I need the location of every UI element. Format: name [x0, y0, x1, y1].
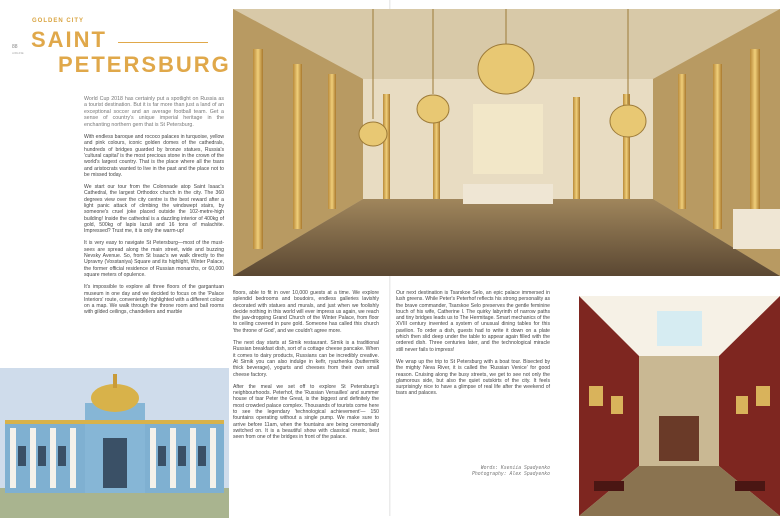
- paragraph: With endless baroque and rococo palaces in turquoise, yellow and pink colours, iconic golden domes of the cathedrals, hundreds of bridges guarded by bronze statues, Russia's 'cultural capital' is the most precious stone in the crown of the world's largest country. That is the place where all the tsars and aristocrats wanted to live in the past and the place not to be missed today.: [84, 134, 224, 178]
- throne-hall-photo: [233, 9, 780, 276]
- throne-hall-illustration: [233, 9, 780, 276]
- words-credit: Words: Kseniia Spadyenko: [480, 466, 550, 471]
- paragraph: We start our tour from the Colonnade atop Saint Isaac's Cathedral, the largest Orthodox church in the city. The 360 degrees view over the city centre is the best reward after a light panic attack of climbing the windswept stairs, by someone's cruel joke placed outside the 102-metre-high building! Inside the cathedral is a dazzling interior of 400kg of gold, 500kg of lapis lazuli and 16 tons of malachite. Impressed? Trust me, it is only the warm-up!: [84, 184, 224, 235]
- article-column-1: [84, 96, 224, 322]
- section-label: GOLDEN CITY: [32, 18, 85, 24]
- paragraph: It is very easy to navigate St Petersburg—most of the must-sees are spread along the main street, wide and buzzing Nevsky Avenue. So, from St Isaac's we walk directly to the Upravny (Vosstaniya) Square and its highlight, Winter Palace, the former official residence of Russian monarchs, or 60,000 square meters of opulence.: [84, 240, 224, 278]
- title-rule: [118, 42, 208, 43]
- paragraph: floors, able to fit in over 10,000 guests at a time. We explore splendid bedrooms and boudoirs, endless galleries lavishly decorated with statues and murals, and just when we foolishly decide nothing in this world will ever impress us again, we reach the jaw-dropping Grand Church of the Winter Palace, from floor to ceiling covered in pure gold. Someone has called this church 'the throne of God', and we couldn't agree more.: [233, 290, 379, 334]
- photography-credit: Photography: Alex Spadyenko: [472, 472, 550, 477]
- page-number: 88: [12, 44, 18, 50]
- page-number-caption: AIRLINE: [12, 51, 24, 55]
- paragraph: The next day starts at Sirnik restaurant. Sirnik is a traditional Russian breakfast dish, sort of a cottage cheese pancake. When it comes to dairy products, Russians can be incredibly creative. At Sirnik you can also indulge in kefir, ryazhenka (buttermilk thick beverage), yogurts and cheeses from their own small cheese factory.: [233, 340, 379, 378]
- paragraph: We wrap up the trip to St Petersburg with a boat tour. Bisected by the mighty Neva River, it is called the 'Russian Venice' for good reason. Cruising along the busy streets, we get to see not only the glamorous side, but also the quiet outskirts of the city. It feels surprisingly nice to have a glimpse of real life after the weekend of tsars and palaces.: [396, 358, 550, 397]
- paragraph: Our next destination is Tsarskoe Selo, an epic palace immersed in lush greens. While Peter's Peterhof reflects his strong personality as the brave commander, Tsarskoe Selo preserves the gentle feminine touch of his wife, Catherine I. The quirky labyrinth of narrow paths and tiny bridges leads us to The Hermitage. Smart mechanics of the XVIII century invented a system of unusual dining tables for this pavilion. To order a dish, guests had to write it down on a plate which then slid deep under the table to appear again filled with the ordered dish. Three centuries later, and the technological miracle still never fails to impress!: [396, 290, 550, 353]
- article-column-3: [396, 290, 550, 403]
- title-line-1: SAINT: [31, 27, 107, 52]
- palace-illustration: [0, 368, 229, 518]
- intro-paragraph: World Cup 2018 has certainly put a spotlight on Russia as a tourist destination. But it is far more than just a land of an exceptional soccer and an average football team. Get a sense of country's unique imperial heritage in the enchanting northern gem that is St Petersburg.: [84, 96, 224, 128]
- photo-credits: [470, 466, 550, 478]
- title-line-2: PETERSBURG: [58, 52, 231, 77]
- gallery-illustration: [579, 296, 780, 516]
- paragraph: After the meal we set off to explore St Petersburg's neighbourhoods. Peterhof, the 'Russian Versailles' and summer house of tsar Peter the Great, is the biggest and definitely the most crowded palace complex. Thousands of tourists come here to see the legendary 'technological achievement'— 150 fountains operating without a single pump. We make sure to arrive before 11am, when the fountains are being ceremonially switched on. It is a beautiful show with classical music, best seen from one of the bridges in front of the palace.: [233, 383, 379, 441]
- hermitage-gallery-photo: [579, 296, 780, 516]
- article-column-2: [233, 290, 379, 447]
- catherine-palace-photo: [0, 368, 229, 518]
- paragraph: It's impossible to explore all three floors of the gargantuan museum in one day and we decided to focus on the 'Palace Interiors' route, conveniently highlighted with a different colour on a map. We walk through the throne room and ball rooms with gilded ceilings, chandeliers and marble: [84, 284, 224, 316]
